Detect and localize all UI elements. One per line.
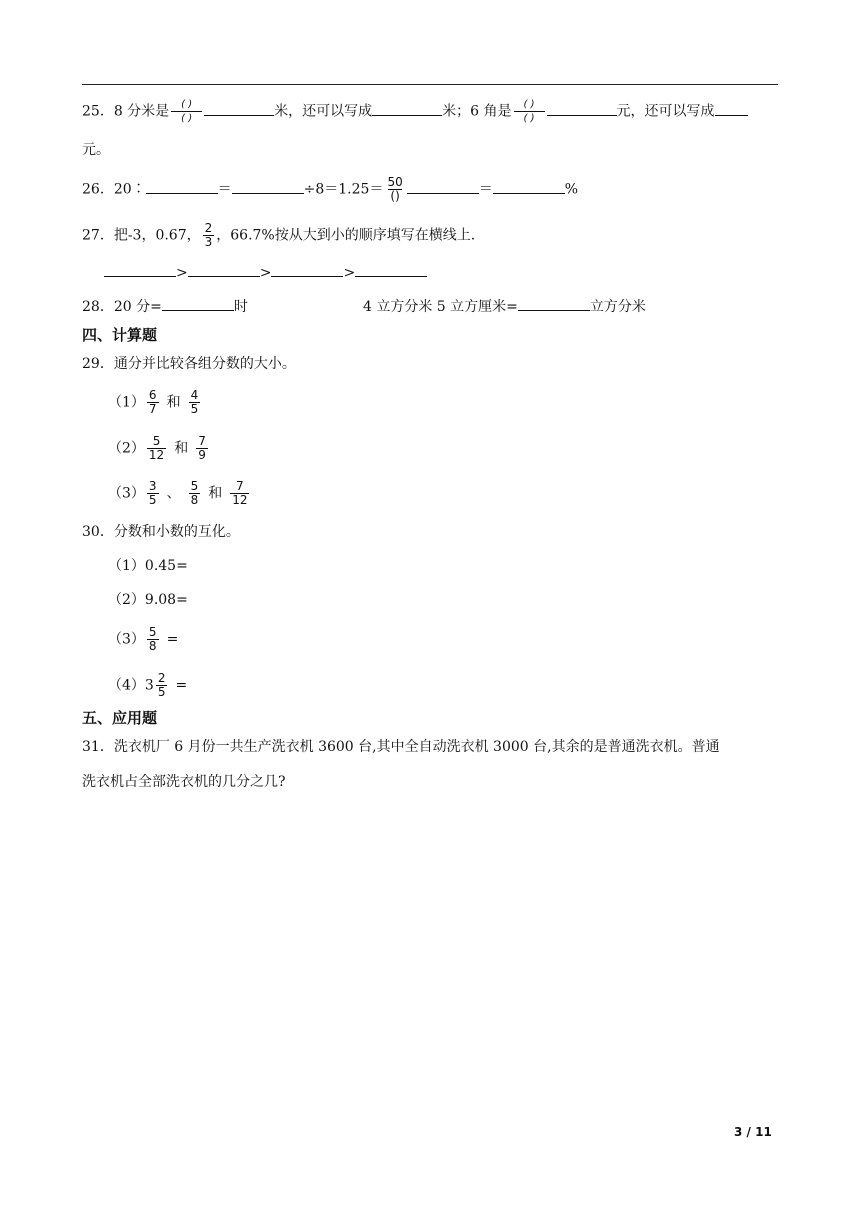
question-30-title: 30．分数和小数的互化。 [82, 524, 240, 540]
q27-fraction: $\frac{2}{3}$ [204, 221, 213, 249]
q26-percent: % [564, 181, 579, 198]
q27-blank-3[interactable] [271, 262, 343, 277]
q30-p3-frac: $\frac{5}{8}$ [148, 625, 157, 653]
question-28-part-1 [82, 296, 248, 317]
q27-blank-2[interactable] [188, 262, 260, 277]
q25-blank-3[interactable] [547, 101, 617, 116]
q29-p1-frac-a: $\frac{6}{7}$ [148, 388, 157, 416]
q26-text-1: 26．20∶ [82, 181, 146, 198]
q25-text-2: 米，还可以写成 [274, 103, 373, 120]
q27-gt-2: > [259, 265, 272, 281]
q25-blank-1[interactable] [204, 101, 274, 116]
q27-text-1: 27．把-3，0.67， [82, 227, 201, 244]
question-29-part-3 [108, 480, 251, 507]
question-29-part-2 [108, 435, 210, 462]
q27-text-2: ，66.7%按从大到小的顺序填写在横线上. [216, 227, 476, 244]
q26-blank-2[interactable] [232, 179, 304, 194]
q25-blank-2[interactable] [372, 101, 442, 116]
question-26 [82, 176, 578, 203]
q29-p3-label: （3） [108, 485, 145, 502]
question-28-part-2 [363, 296, 646, 317]
q29-p3-and: 和 [208, 485, 223, 502]
q26-eq-1: ＝ [217, 181, 232, 198]
q27-gt-1: > [176, 265, 188, 281]
q26-blank-1[interactable] [146, 179, 218, 194]
q26-blank-4[interactable] [493, 179, 565, 194]
q28-text-4: 立方分米 [589, 299, 646, 315]
q29-p2-and: 和 [174, 440, 189, 457]
question-30-part-2: （2）9.08= [108, 592, 188, 608]
q26-blank-3[interactable] [407, 179, 479, 194]
q29-p3-comma: 、 [166, 485, 181, 502]
q30-p4-label: （4）3 [108, 677, 154, 694]
q27-blank-4[interactable] [355, 262, 427, 277]
q25-text-1: 25．8 分米是 [82, 103, 170, 120]
q26-eq-2: ＝ [478, 181, 493, 198]
q28-text-1: 28．20 分= [82, 299, 162, 315]
q29-p1-frac-b: $\frac{4}{5}$ [190, 388, 199, 416]
question-25 [82, 98, 748, 125]
question-30-part-4 [108, 672, 187, 699]
q28-blank-1[interactable] [162, 296, 234, 311]
question-27 [82, 222, 475, 249]
q27-gt-3: > [343, 265, 356, 281]
q29-p2-label: （2） [108, 440, 145, 457]
question-29-title: 29．通分并比较各组分数的大小。 [82, 356, 296, 372]
q25-blank-4[interactable] [715, 101, 748, 116]
question-31-line-1: 31．洗衣机厂 6 月份一共生产洗衣机 3600 台,其中全自动洗衣机 3000 台,其余的是普通洗衣机。普通 [82, 739, 720, 755]
q30-p3-label: （3） [108, 631, 145, 648]
q29-p1-label: （1） [108, 394, 145, 411]
q29-p3-frac-c: $\frac{7}{12}$ [232, 479, 248, 507]
question-29-part-1 [108, 389, 202, 416]
q29-p2-frac-a: $\frac{5}{12}$ [148, 434, 165, 462]
q30-p3-eq: = [166, 631, 179, 648]
q27-blank-1[interactable] [104, 262, 176, 277]
q26-text-2: ÷8＝1.25＝ [303, 181, 384, 198]
question-31-line-2: 洗衣机占全部洗衣机的几分之几? [82, 774, 286, 790]
q29-p2-frac-b: $\frac{7}{9}$ [198, 434, 206, 462]
q28-text-3: 4 立方分米 5 立方厘米= [363, 299, 518, 315]
question-30-part-1: （1）0.45= [108, 558, 188, 574]
page-number: 3 / 11 [734, 1125, 772, 1139]
question-30-part-3 [108, 626, 178, 653]
section-heading-calc: 四、计算题 [82, 326, 158, 344]
q25-paren-fraction-2: $\frac{( )}{( )}$ [514, 98, 545, 125]
q26-fraction: $\frac{50}{()}$ [387, 175, 403, 203]
header-rule [82, 84, 778, 85]
q25-text-4: 元，还可以写成 [616, 103, 715, 120]
q25-paren-fraction-1: $\frac{( )}{( )}$ [171, 98, 202, 125]
q30-p4-frac: $\frac{2}{5}$ [157, 671, 166, 699]
q29-p3-frac-b: $\frac{5}{8}$ [190, 479, 199, 507]
question-25-cont: 元。 [82, 142, 110, 158]
q29-p3-frac-a: $\frac{3}{5}$ [148, 479, 157, 507]
q25-text-3: 米；6 角是 [442, 103, 512, 120]
question-27-answers [104, 262, 427, 283]
q28-text-2: 时 [233, 299, 248, 315]
q28-blank-2[interactable] [518, 296, 590, 311]
q30-p4-eq: = [175, 677, 188, 694]
q29-p1-and: 和 [166, 394, 181, 411]
section-heading-application: 五、应用题 [82, 709, 158, 727]
